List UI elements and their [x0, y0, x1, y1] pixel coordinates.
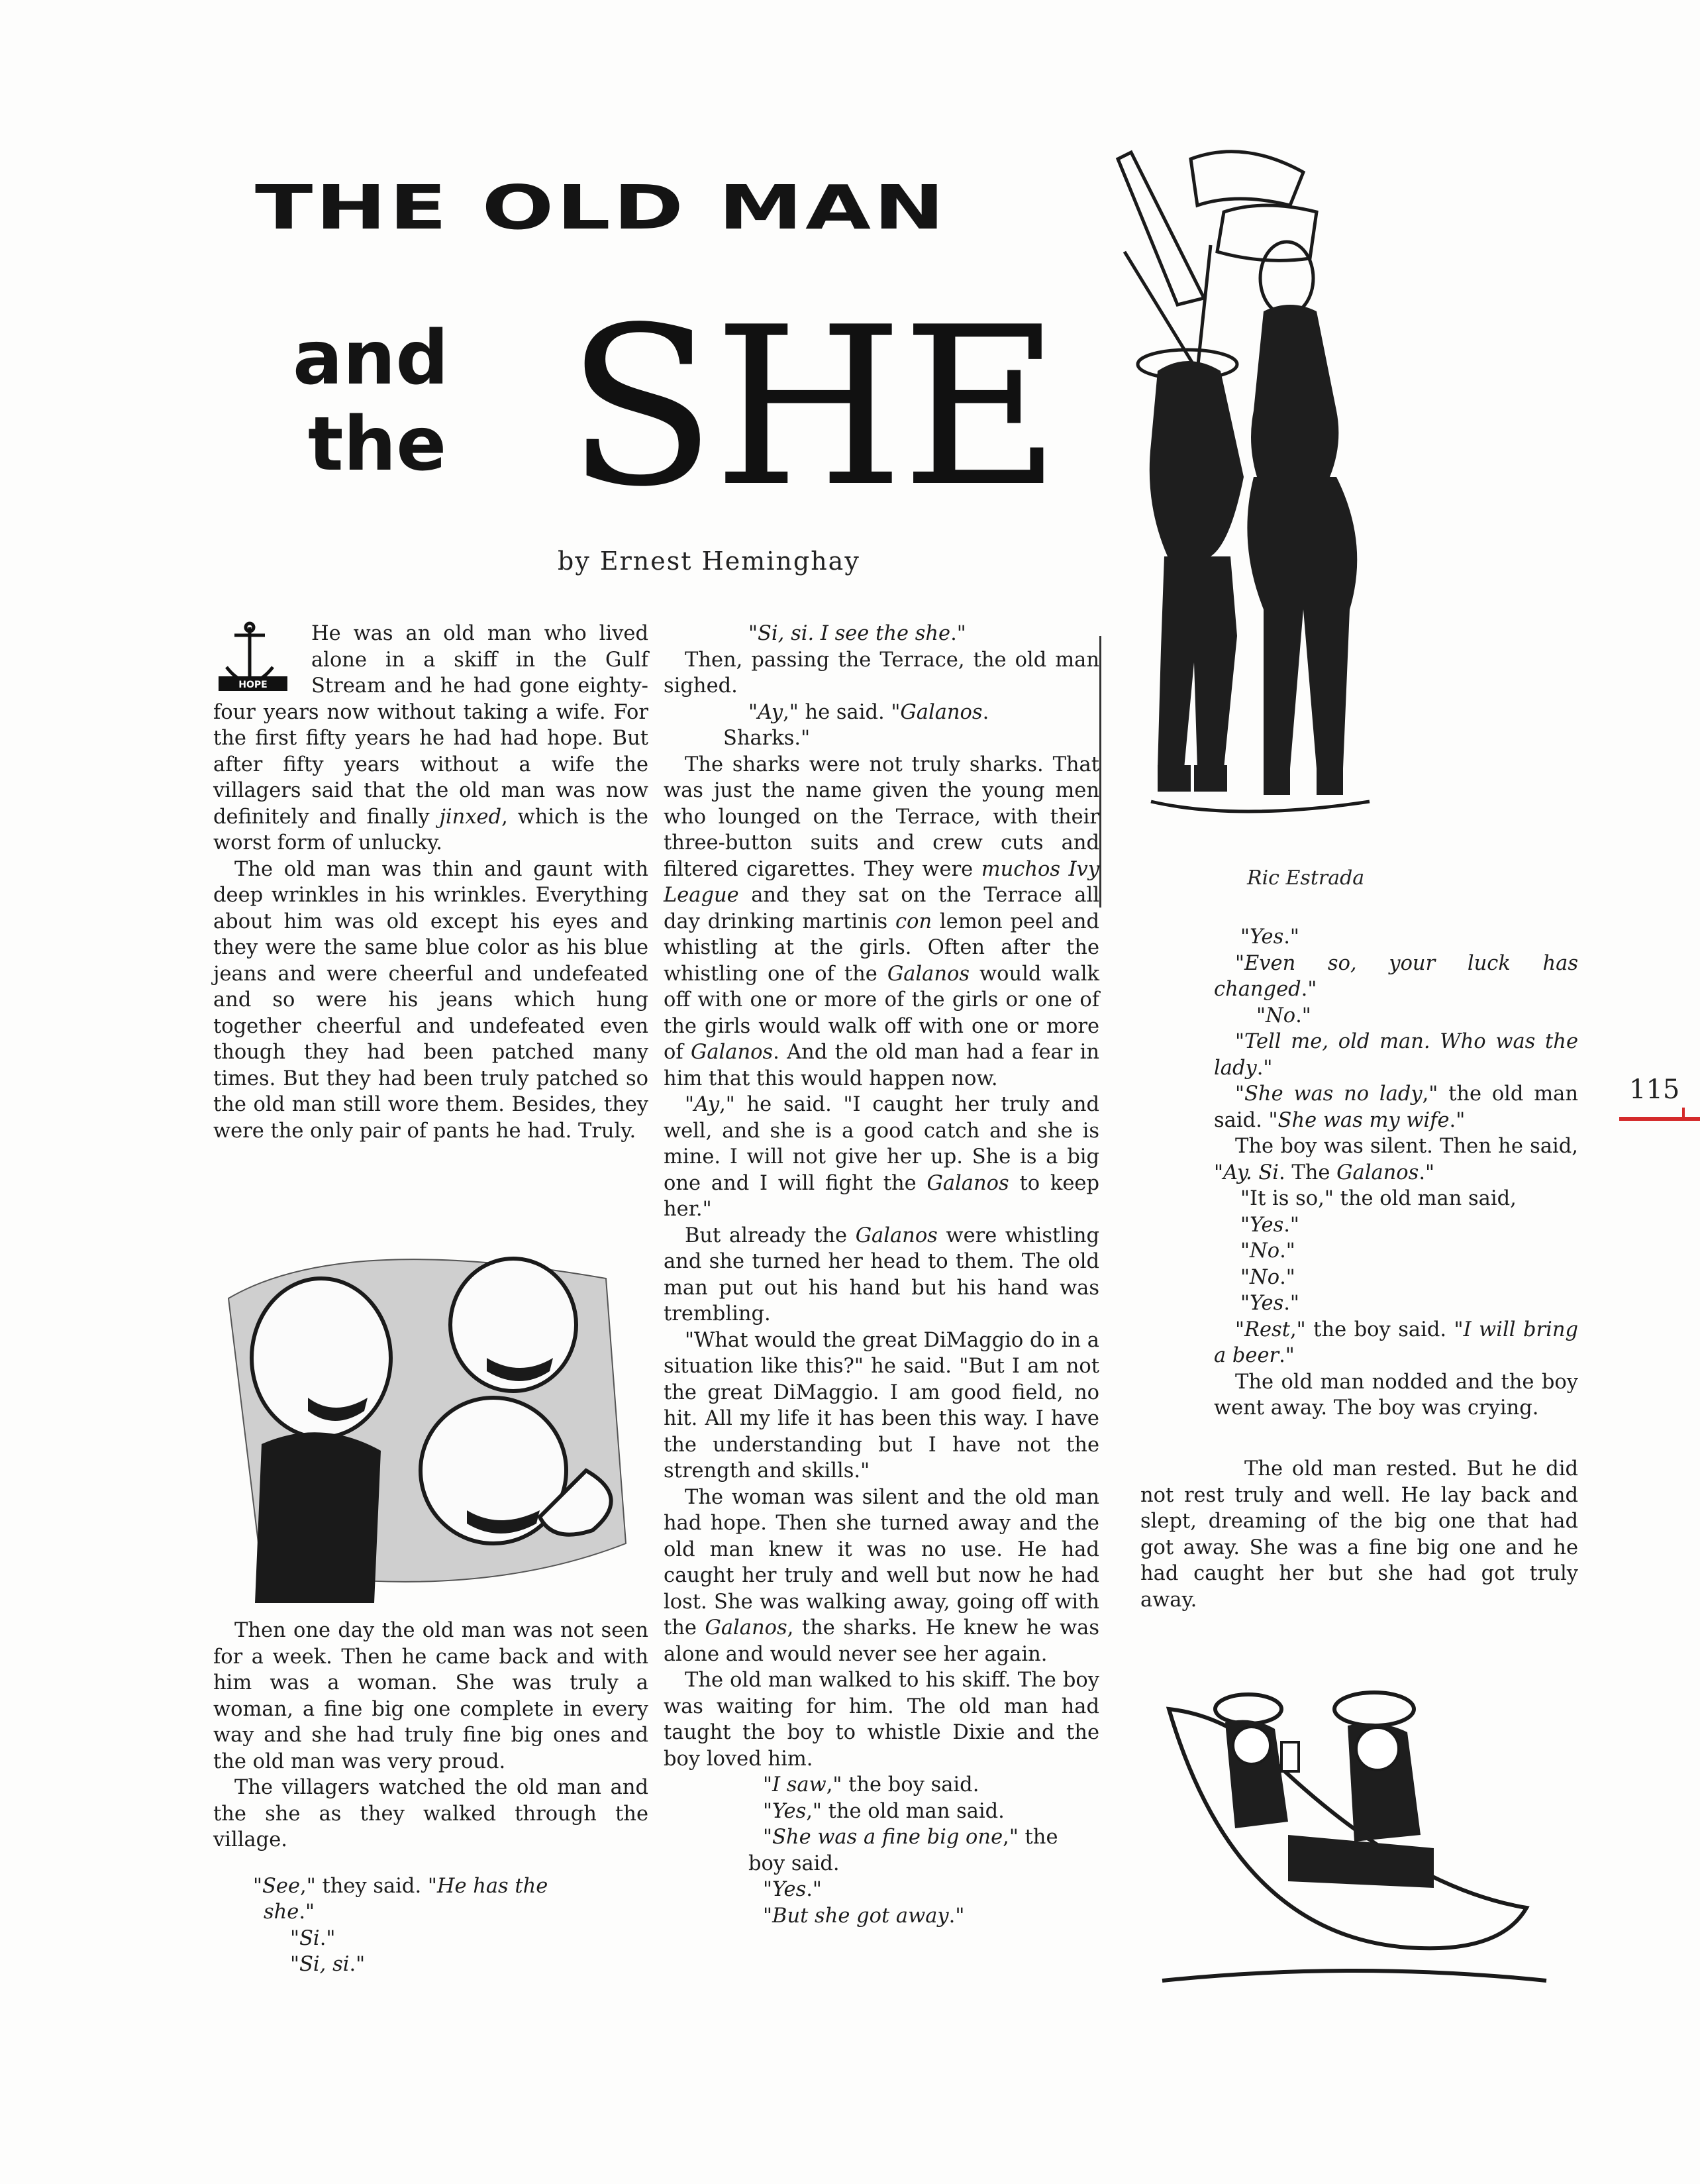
- old-man-and-woman-illustration: [1105, 132, 1383, 888]
- illustrator-signature: Ric Estrada: [1247, 866, 1365, 888]
- column-1-lower: Then one day the old man was not seen for a week. Then he came back and with him was a woman. She was truly a woman, a fine big one complete in every way and she had truly fine big ones and the old man was very proud. The villagers watched the old man and the she as they walked through the village. "See," they said. "He has the she." "Si." "Si, si.": [213, 1619, 648, 1976]
- column-2: "Si, si. I see the she." Then, passing the Terrace, the old man sighed. "Ay," he said. "Galanos. Sharks." The sharks were not truly sharks. That was just the name given the young men who lounged on the Terrace, with their three-button suits and crew cuts and filtered cigarettes. They were muchos Ivy League and they sat on the Terrace all day drinking martinis con lemon peel and whistling at the girls. Often after the whistling one of the Galanos would walk off with one or more of the girls or one of the girls would walk off with one or more of Galanos. And the old man had a fear in him that this would happen now. "Ay," he said. "I caught her truly and well, and she is a good catch and she is mine. I will not give her up. She is a big one and I will fight the Galanos to keep her." But already the Galanos were whistling and she turned her head to them. The old man put out his hand but his hand was trembling. "What would the great DiMaggio do in a situation like this?" he said. "But I am not the great DiMaggio. I am good field, no hit. All my life it has been this way. I have the understanding but I have not the strength and skills." The woman was silent and the old man had hope. Then she turned away and the old man knew it was no use. He had caught her truly and well but now he had lost. She was walking away, going off with the Galanos, the sharks. He knew he was alone and would never see her again. The old man walked to his skiff. The boy was waiting for him. The old man had taught the boy to whistle Dixie and the boy loved him. "I saw," the boy said. "Yes," the old man said. "She was a fine big one," the boy said. "Yes." "But she got away.": [664, 622, 1100, 1928]
- title-line-1: THE OLD MAN: [255, 172, 948, 244]
- column-3: "Yes." "Even so, your luck has changed." "No." "Tell me, old man. Who was the lady." "She was no lady," the old man said. "She was my wife." The boy was silent. Then he said, "Ay. Si. The Galanos." "It is so," the old man said, "Yes." "No." "No." "Yes." "Rest," the boy said. "I will bring a beer." The old man nodded and the boy went away. The boy was crying.: [1214, 925, 1578, 1420]
- column-1: HOPE He was an old man who lived alone in a skiff in the Gulf Stream and he had gone eighty-four years now without taking a wife. For the first fifty years he had had hope. But after fifty years without a wife the villagers said that the old man was now definitely and finally jinxed, which is the worst form of unlucky. The old man was thin and gaunt with deep wrinkles in his wrinkles. Everything about him was old except his eyes and they were the same blue color as his blue jeans and were cheerful and undefeated and so were his jeans which hung together cheerful and undefeated even though they had been patched many times. But they had been truly patched so the old man still wore them. Besides, they were the only pair of pants he had. Truly.: [213, 622, 648, 1143]
- page-number: 115: [1629, 1074, 1680, 1105]
- title-the: the: [308, 401, 447, 488]
- title-and: and: [293, 315, 449, 401]
- column-3-wide: The old man rested. But he did not rest truly and well. He lay back and slept, dreaming of the big one that had got away. She was a fine big one and he had caught her but she had got truly away.: [1140, 1457, 1578, 1612]
- skiff-illustration: [1156, 1669, 1553, 1994]
- page-accent-tick: [1682, 1108, 1685, 1117]
- title-she: SHE: [566, 280, 1058, 535]
- page-accent-bar: [1619, 1117, 1700, 1121]
- byline: by Ernest Heminghay: [558, 546, 860, 576]
- anchor-icon: [213, 621, 306, 699]
- column-rule: [1099, 636, 1101, 908]
- sharks-illustration: [209, 1232, 639, 1603]
- dropcap-label: HOPE: [238, 680, 268, 690]
